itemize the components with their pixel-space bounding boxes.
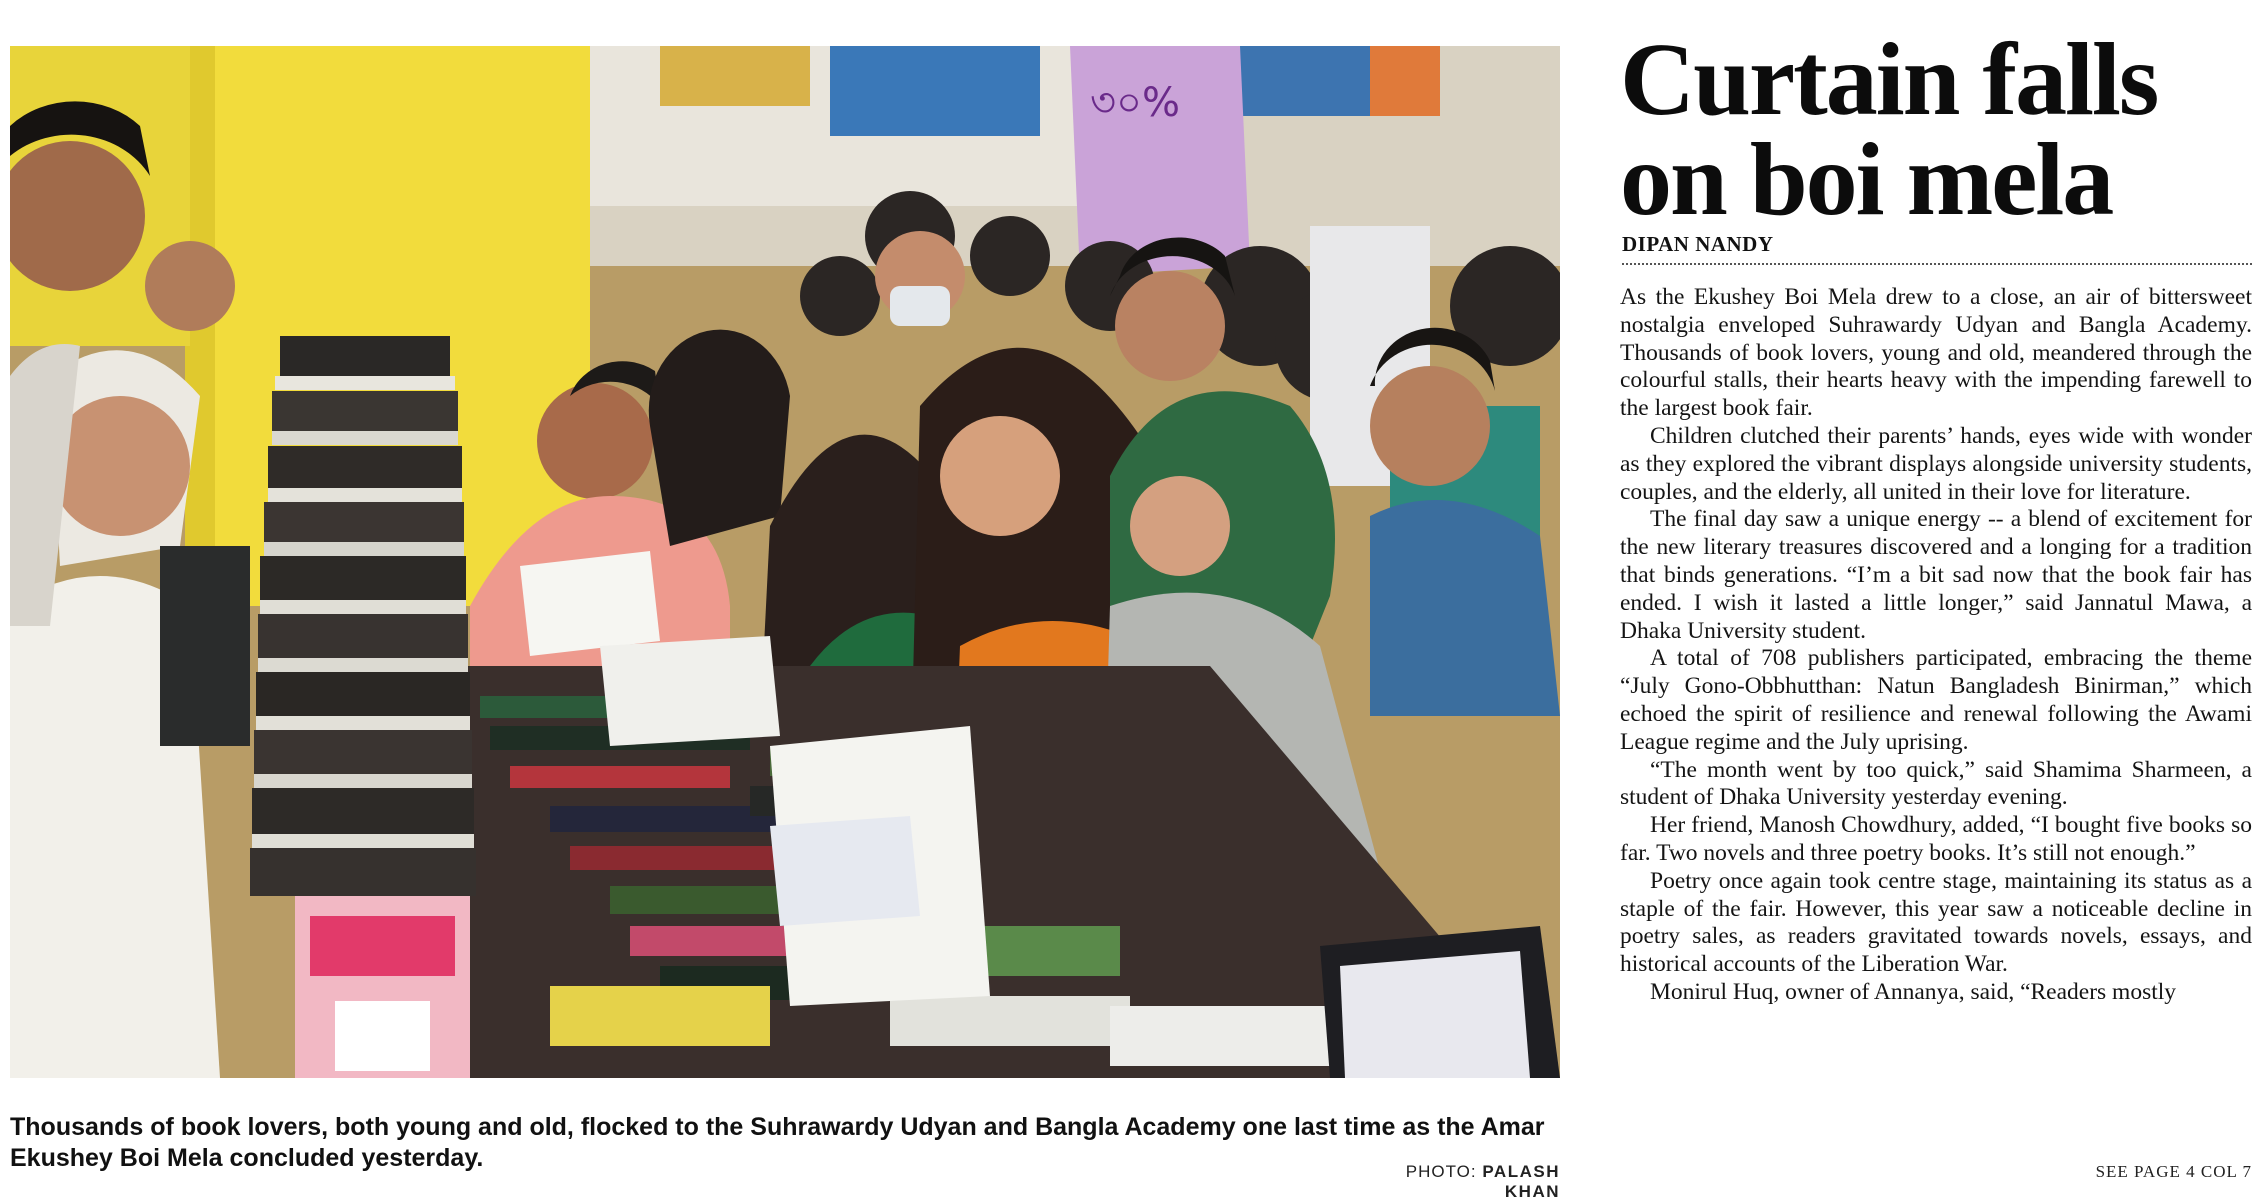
article-paragraph: A total of 708 publishers participated, embracing the theme “July Gono-Obbhutthan: Natun Bangladesh Binirman,” which echoed the spirit of resilience and renewal following the Awami League regime and the July uprising. — [1620, 645, 2252, 755]
article-paragraph: Her friend, Manosh Chowdhury, added, “I bought five books so far. Two novels and three poetry books. It’s still not enough.” — [1620, 812, 2252, 866]
headline — [1620, 22, 2260, 237]
article-paragraph: “The month went by too quick,” said Shamima Sharmeen, a student of Dhaka University yesterday evening. — [1620, 756, 2252, 811]
article-paragraph: As the Ekushey Boi Mela drew to a close, an air of bittersweet nostalgia enveloped Suhrawardy Udyan and Bangla Academy. Thousands of book lovers, young and old, meandered through the colourful stalls, their hearts heavy with the impending farewell to the largest book fair. — [1620, 284, 2252, 422]
photo-caption: Thousands of book lovers, both young and old, flocked to the Suhrawardy Udyan and Bangla Academy one last time as the Amar Ekushey Boi Mela concluded yesterday. — [10, 1113, 1545, 1172]
photo-credit-label: PHOTO: — [1405, 1162, 1477, 1181]
book-fair-photo — [10, 46, 1560, 1078]
article-body — [1620, 284, 2252, 1144]
photo-credit — [1346, 1162, 1560, 1202]
article-paragraph: Monirul Huq, owner of Annanya, said, “Readers mostly — [1650, 978, 2177, 1005]
headline-line-1: Curtain falls — [1620, 22, 2158, 137]
article-paragraph: The final day saw a unique energy -- a blend of excitement for the new literary treasures discovered and a longing for a tradition that binds generations. “I’m a bit sad now that the book fair has ended. I wish it lasted a little longer,” said Jannatul Mawa, a Dhaka University student. — [1620, 506, 2252, 644]
jump-line[interactable]: SEE PAGE 4 COL 7 — [2095, 1162, 2252, 1181]
headline-line-2: on boi mela — [1620, 122, 2113, 237]
news-photo — [10, 46, 1560, 1078]
article-paragraph: Children clutched their parents’ hands, eyes wide with wonder as they explored the vibrant displays alongside university students, couples, and the elderly, all united in their love for literature. — [1620, 422, 2252, 505]
banner-text: ৩০% — [1089, 80, 1181, 126]
photo-credit-name: PALASH KHAN — [1482, 1162, 1560, 1201]
article-paragraph: Poetry once again took centre stage, maintaining its status as a staple of the fair. However, this year saw a noticeable decline in poetry sales, as readers gravitated towards novels, essays, and historical accounts of the Liberation War. — [1620, 867, 2252, 978]
byline: DIPAN NANDY — [1622, 232, 2252, 265]
